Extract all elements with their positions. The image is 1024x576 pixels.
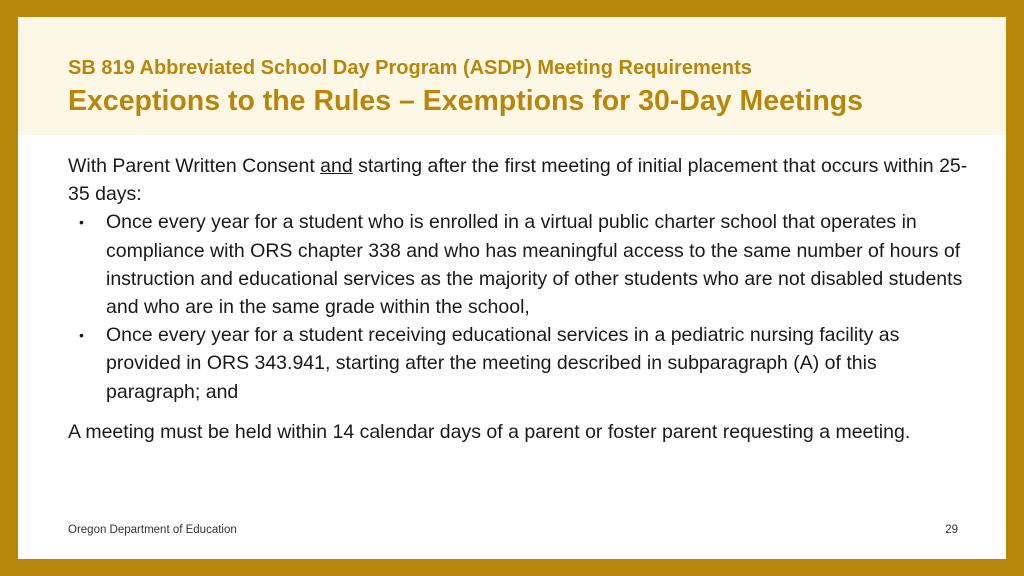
slide-body — [68, 152, 968, 446]
list-item — [79, 208, 968, 321]
intro-underlined-word: and — [320, 155, 353, 177]
slide-subtitle: SB 819 Abbreviated School Day Program (ASDP) Meeting Requirements — [68, 57, 752, 79]
intro-text-before: With Parent Written Consent — [68, 155, 321, 177]
intro-paragraph — [68, 152, 968, 208]
bullet-list — [68, 208, 968, 405]
list-item-text: Once every year for a student who is enrolled in a virtual public charter school that operates in compliance with ORS chapter 338 and who has meaningful access to the same number of hours of instruction and educational services as the majority of other students who are not disabled students and who are in the same grade within the school, — [106, 211, 963, 319]
list-item — [79, 321, 968, 406]
bullet-icon: • — [79, 214, 84, 231]
intro-text-after: starting after the first meeting of initial placement that occurs within 25-35 days: — [68, 155, 968, 206]
list-item-text: Once every year for a student receiving educational services in a pediatric nursing facility as provided in ORS 343.941, starting after the meeting described in subparagraph (A) of this paragraph; and — [106, 324, 900, 403]
closing-paragraph: A meeting must be held within 14 calendar days of a parent or foster parent requesting a meeting. — [68, 420, 911, 443]
slide-title: Exceptions to the Rules – Exemptions for 30-Day Meetings — [68, 85, 864, 117]
footer-organization: Oregon Department of Education — [68, 524, 237, 536]
bullet-icon: • — [79, 327, 84, 344]
slide-header — [18, 17, 1006, 135]
slide — [18, 17, 1006, 559]
footer-page-number: 29 — [945, 524, 958, 536]
